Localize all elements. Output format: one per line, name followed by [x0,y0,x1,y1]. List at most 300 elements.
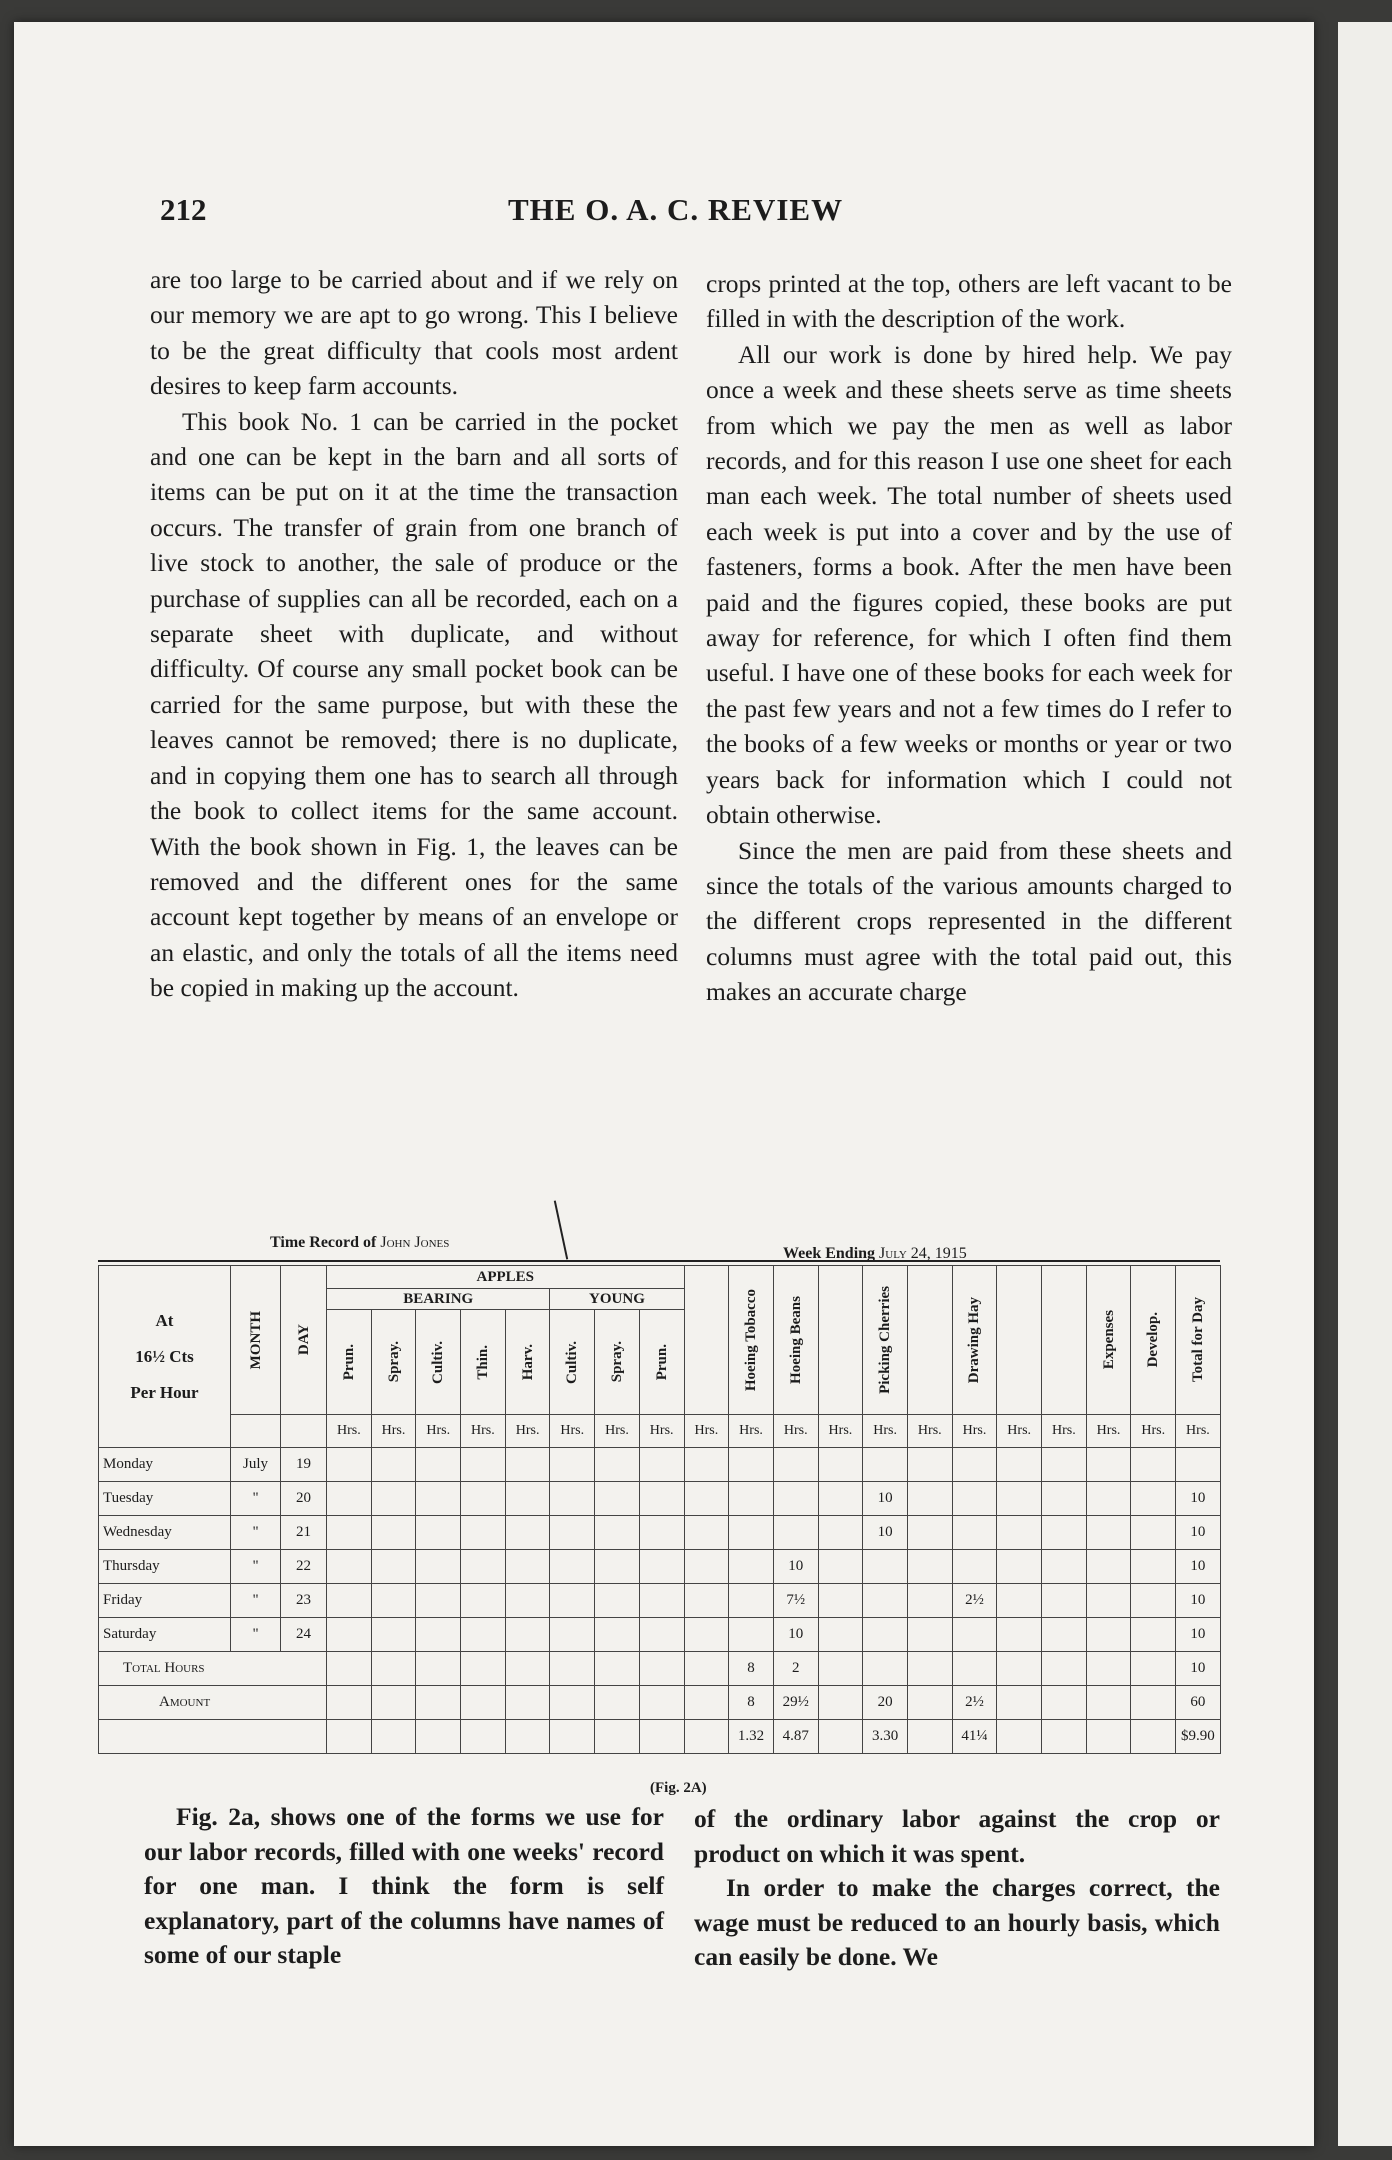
right-column [706,266,1232,1010]
column-label: Hoeing Beans [787,1296,804,1384]
amount-hours-cell [550,1686,595,1720]
hours-cell [416,1482,461,1516]
amount-value-cell [1086,1720,1131,1754]
hrs-unit: Hrs. [505,1415,550,1448]
hrs-unit: Hrs. [1131,1415,1176,1448]
total-cell [863,1652,908,1686]
hours-cell [729,1550,774,1584]
hours-cell: 10 [863,1516,908,1550]
hrs-unit: Hrs. [416,1415,461,1448]
hours-cell [371,1618,416,1652]
worker-name: John Jones [380,1234,450,1251]
rate-line: Per Hour [130,1382,199,1402]
hours-cell [952,1550,997,1584]
column-header [505,1310,550,1415]
hours-cell [997,1550,1042,1584]
column-header [729,1266,774,1415]
hours-cell [818,1516,863,1550]
hours-cell [684,1618,729,1652]
hrs-unit: Hrs. [1176,1415,1221,1448]
month-cell: July [231,1448,281,1482]
hours-cell [1176,1448,1221,1482]
month-cell: " [231,1618,281,1652]
table-row [99,1516,1221,1550]
total-cell [1042,1652,1087,1686]
hours-cell [818,1550,863,1584]
amount-value-cell [639,1720,684,1754]
hours-cell [684,1584,729,1618]
day-cell: 23 [281,1584,327,1618]
hours-cell: 10 [863,1482,908,1516]
hours-cell [595,1448,640,1482]
total-cell [907,1652,952,1686]
column-header [327,1310,372,1415]
hours-cell: 10 [1176,1584,1221,1618]
hours-cell [505,1584,550,1618]
column-header [1131,1266,1176,1415]
weekday: Monday [99,1448,231,1482]
paragraph: Fig. 2a, shows one of the forms we use for our labor records, filled with one weeks' record for one man. I think the form is self explanatory, part of the columns have names of some of our staple [144,1802,664,1969]
hours-cell [818,1482,863,1516]
hrs-unit: Hrs. [1042,1415,1087,1448]
hours-cell [639,1550,684,1584]
hours-cell: 10 [1176,1516,1221,1550]
hrs-unit: Hrs. [371,1415,416,1448]
amount-hours-cell [1086,1686,1131,1720]
total-cell [952,1652,997,1686]
hrs-unit: Hrs. [595,1415,640,1448]
hours-cell [1131,1550,1176,1584]
hours-cell [595,1550,640,1584]
journal-title: THE O. A. C. REVIEW [508,192,844,227]
hours-cell [863,1584,908,1618]
hrs-unit: Hrs. [1086,1415,1131,1448]
day-header [281,1266,327,1415]
column-label: Prun. [653,1343,670,1381]
hours-cell [684,1550,729,1584]
paragraph: All our work is done by hired help. We pay once a week and these sheets serve as time sheets from which we pay the men as well as labor records, and for this reason I use one sheet for each man each week. The total number of sheets used each week is put into a cover and by the use of fasteners, forms a book. After the men have been paid and the figures copied, these books are put away for reference, for which I often find them useful. I have one of these books for each week for the past few years and not a few times do I refer to the books of a few weeks or months or year or two years back for information which I could not obtain otherwise. [706,339,1232,830]
hours-cell [327,1584,372,1618]
amount-hours-cell: 8 [729,1686,774,1720]
column-label: Expenses [1100,1310,1117,1370]
hrs-unit: Hrs. [997,1415,1042,1448]
weekday: Tuesday [99,1482,231,1516]
hours-cell [505,1618,550,1652]
hours-cell: 10 [1176,1618,1221,1652]
hrs-unit: Hrs. [907,1415,952,1448]
hours-cell [327,1482,372,1516]
hours-cell [818,1448,863,1482]
paragraph: crops printed at the top, others are left vacant to be filled in with the description of the work. [706,269,1232,334]
amount-value-cell [416,1720,461,1754]
column-header [461,1310,506,1415]
hours-cell [327,1618,372,1652]
day-cell: 22 [281,1550,327,1584]
time-record-caption [270,1234,449,1252]
hours-cell [371,1550,416,1584]
hours-cell [639,1584,684,1618]
hours-cell [952,1448,997,1482]
amount-value-cell [550,1720,595,1754]
month-cell: " [231,1482,281,1516]
hours-cell [1042,1618,1087,1652]
hours-cell [729,1618,774,1652]
table-row [99,1550,1221,1584]
hours-cell [639,1618,684,1652]
hours-cell [505,1482,550,1516]
hours-cell [1042,1550,1087,1584]
total-hours-row [99,1652,1221,1686]
total-cell [684,1652,729,1686]
rate-line: 16½ Cts [135,1346,194,1366]
total-cell [1131,1652,1176,1686]
total-cell [371,1652,416,1686]
paragraph: Since the men are paid from these sheets and since the totals of the various amounts charged to the different crops represented in the different columns must agree with the total paid out, this makes an accurate charge [706,835,1232,1007]
hours-cell [461,1618,506,1652]
time-record-table [98,1260,1220,1754]
amount-value-cell [818,1720,863,1754]
amount-hours-cell [997,1686,1042,1720]
total-cell: 10 [1176,1652,1221,1686]
table-rule [98,1260,1220,1262]
total-cell: 8 [729,1652,774,1686]
hours-cell [327,1550,372,1584]
hours-cell [997,1618,1042,1652]
column-label: Picking Cherries [877,1286,894,1394]
weekday: Friday [99,1584,231,1618]
bearing-header: BEARING [327,1289,550,1310]
hrs-unit: Hrs. [327,1415,372,1448]
hours-cell [1042,1584,1087,1618]
hours-cell [1086,1482,1131,1516]
amount-hours-cell [416,1686,461,1720]
hours-cell [371,1584,416,1618]
next-page-edge [1338,22,1392,2146]
hrs-unit: Hrs. [639,1415,684,1448]
hours-cell [550,1584,595,1618]
column-header [773,1266,818,1415]
hours-cell: 10 [1176,1482,1221,1516]
hours-cell [1042,1448,1087,1482]
hours-cell: 10 [773,1550,818,1584]
column-label: Drawing Hay [966,1296,983,1384]
hours-cell [595,1618,640,1652]
hours-cell [1131,1482,1176,1516]
column-header [863,1266,908,1415]
hours-cell [1086,1448,1131,1482]
column-header [997,1266,1042,1415]
hours-cell [505,1550,550,1584]
hours-cell [461,1448,506,1482]
hours-cell [907,1584,952,1618]
amount-hours-cell [327,1686,372,1720]
hours-cell [997,1448,1042,1482]
hours-cell [729,1516,774,1550]
page-number: 212 [160,192,207,227]
total-cell [461,1652,506,1686]
amount-value-cell [1042,1720,1087,1754]
young-header: YOUNG [550,1289,684,1310]
table-row [99,1618,1221,1652]
blank-cell [231,1415,281,1448]
column-label: Total for Day [1189,1297,1206,1383]
column-label: Develop. [1145,1312,1162,1368]
weekday: Saturday [99,1618,231,1652]
amount-hours-cell [595,1686,640,1720]
hours-cell [773,1482,818,1516]
hours-cell [952,1482,997,1516]
hours-cell [684,1516,729,1550]
hours-cell [863,1448,908,1482]
hours-cell [505,1448,550,1482]
amount-hours-cell [371,1686,416,1720]
hours-cell: 10 [773,1618,818,1652]
hours-cell [818,1618,863,1652]
table-row [99,1448,1221,1482]
column-label: Hoeing Tobacco [743,1288,760,1392]
total-cell [997,1652,1042,1686]
column-header [595,1310,640,1415]
hours-cell [863,1618,908,1652]
amount-hours-cell [907,1686,952,1720]
hours-cell [907,1482,952,1516]
hours-cell [907,1448,952,1482]
column-header [684,1266,729,1415]
amount-value-cell: $9.90 [1176,1720,1221,1754]
hours-cell [1086,1516,1131,1550]
hours-cell [371,1516,416,1550]
hours-cell [416,1448,461,1482]
paragraph: In order to make the charges correct, the wage must be reduced to an hourly basis, which can easily be done. We [694,1873,1220,1971]
hours-cell [952,1618,997,1652]
hours-cell [461,1482,506,1516]
hours-cell [729,1482,774,1516]
hours-cell [416,1516,461,1550]
hours-cell [1086,1618,1131,1652]
column-label: Spray. [385,1341,402,1383]
rate-line: At [155,1310,174,1330]
hours-cell: 7½ [773,1584,818,1618]
hrs-unit: Hrs. [729,1415,774,1448]
column-label: Spray. [608,1341,625,1383]
left-column [150,262,678,1006]
amount-hours-cell: 60 [1176,1686,1221,1720]
hours-cell [1086,1584,1131,1618]
hours-cell [952,1516,997,1550]
hours-cell [818,1584,863,1618]
amount-label: Amount [99,1686,327,1720]
amount-hours-cell [461,1686,506,1720]
table-row [99,1482,1221,1516]
column-header [952,1266,997,1415]
page-header [160,192,1220,232]
amount-value-cell [684,1720,729,1754]
column-header [639,1310,684,1415]
amount-hours-cell: 29½ [773,1686,818,1720]
amount-value-cell: 41¼ [952,1720,997,1754]
hrs-unit: Hrs. [461,1415,506,1448]
hours-cell [461,1516,506,1550]
amount-hours-cell [684,1686,729,1720]
hours-cell [550,1516,595,1550]
hours-cell [416,1550,461,1584]
total-cell [1086,1652,1131,1686]
amount-hours-cell: 20 [863,1686,908,1720]
column-label: Cultiv. [430,1340,447,1384]
header-row-1 [99,1266,1221,1289]
hours-cell [907,1618,952,1652]
amount-hours-cell [818,1686,863,1720]
hours-cell [1042,1516,1087,1550]
amount-value-cell [371,1720,416,1754]
total-cell [327,1652,372,1686]
paragraph: This book No. 1 can be carried in the pocket and one can be kept in the barn and all sorts of items can be put on it at the time the transaction occurs. The transfer of grain from one branch of live stock to another, the sale of produce or the purchase of supplies can all be recorded, each on a separate sheet with duplicate, and without difficulty. Of course any small pocket book can be carried for the same purpose, but with these the leaves cannot be removed; there is no duplicate, and in copying them one has to search all through the book to collect items for the same account. With the book shown in Fig. 1, the leaves can be removed and the different ones for the same account kept together by means of an envelope or an elastic, and only the totals of all the items need be copied in making up the account. [150,406,678,1003]
hours-cell [550,1618,595,1652]
day-cell: 21 [281,1516,327,1550]
hours-cell [1042,1482,1087,1516]
hours-cell [639,1482,684,1516]
amount-value-cell [595,1720,640,1754]
amount-hours-cell: 2½ [952,1686,997,1720]
caption-prefix: Time Record of [270,1234,377,1251]
column-header [1042,1266,1087,1415]
hours-cell [997,1516,1042,1550]
column-header [818,1266,863,1415]
labor-record-grid [98,1265,1221,1754]
total-cell [595,1652,640,1686]
amount-value-cell [1131,1720,1176,1754]
hours-cell [505,1516,550,1550]
total-cell [550,1652,595,1686]
total-cell [639,1652,684,1686]
hours-cell [639,1516,684,1550]
hrs-unit: Hrs. [818,1415,863,1448]
hours-cell [729,1584,774,1618]
column-header [550,1310,595,1415]
column-header [1176,1266,1221,1415]
weekday: Wednesday [99,1516,231,1550]
hours-cell [907,1550,952,1584]
hrs-unit: Hrs. [684,1415,729,1448]
amount-hours-cell [505,1686,550,1720]
hours-cell [773,1516,818,1550]
amount-value-cell [997,1720,1042,1754]
month-cell: " [231,1584,281,1618]
hours-cell [729,1448,774,1482]
column-header [1086,1266,1131,1415]
column-label: Cultiv. [564,1340,581,1384]
hours-cell [773,1448,818,1482]
hours-cell [684,1448,729,1482]
table-row [99,1584,1221,1618]
hours-cell [371,1448,416,1482]
day-cell: 24 [281,1618,327,1652]
hours-cell [327,1448,372,1482]
column-label: Prun. [340,1343,357,1381]
rate-cell [99,1266,231,1448]
paragraph: of the ordinary labor against the crop or product on which it was spent. [694,1804,1220,1868]
hrs-unit: Hrs. [550,1415,595,1448]
total-cell [416,1652,461,1686]
hrs-unit: Hrs. [773,1415,818,1448]
hours-cell [1086,1550,1131,1584]
hours-cell [1131,1448,1176,1482]
hours-cell [863,1550,908,1584]
bottom-right-column [694,1802,1220,1975]
column-header [416,1310,461,1415]
amount-value-cell: 4.87 [773,1720,818,1754]
hours-cell [997,1584,1042,1618]
month-label: MONTH [247,1310,264,1370]
hours-cell [907,1516,952,1550]
column-header [371,1310,416,1415]
week-date: July 24, 1915 [879,1245,967,1262]
apples-header: APPLES [327,1266,685,1289]
hours-cell [550,1482,595,1516]
hrs-unit: Hrs. [952,1415,997,1448]
amount-value-cell: 3.30 [863,1720,908,1754]
amount-value-cell [461,1720,506,1754]
hours-cell [1131,1584,1176,1618]
column-label: Thin. [474,1344,491,1380]
month-cell: " [231,1550,281,1584]
total-hours-label: Total Hours [99,1652,327,1686]
amount-hours-row [99,1686,1221,1720]
total-cell [505,1652,550,1686]
amount-values-row [99,1720,1221,1754]
blank-cell [99,1720,327,1754]
caption-prefix: Week Ending [783,1245,876,1262]
hours-cell [1131,1618,1176,1652]
month-header [231,1266,281,1415]
hours-cell [416,1618,461,1652]
hours-cell [997,1482,1042,1516]
amount-hours-cell [1042,1686,1087,1720]
hrs-row [99,1415,1221,1448]
total-cell: 2 [773,1652,818,1686]
hrs-unit: Hrs. [863,1415,908,1448]
hours-cell [639,1448,684,1482]
hours-cell [327,1516,372,1550]
hours-cell [684,1482,729,1516]
column-header [907,1266,952,1415]
day-cell: 19 [281,1448,327,1482]
hours-cell [416,1584,461,1618]
hours-cell [595,1516,640,1550]
weekday: Thursday [99,1550,231,1584]
hours-cell [461,1584,506,1618]
figure-label: (Fig. 2A) [650,1780,707,1796]
hours-cell [461,1550,506,1584]
amount-hours-cell [639,1686,684,1720]
amount-value-cell [907,1720,952,1754]
day-label: DAY [295,1324,312,1356]
total-cell [818,1652,863,1686]
day-cell: 20 [281,1482,327,1516]
hours-cell [1131,1516,1176,1550]
bottom-left-column [144,1800,664,1973]
amount-hours-cell [1131,1686,1176,1720]
blank-cell [281,1415,327,1448]
hours-cell [595,1584,640,1618]
hours-cell: 2½ [952,1584,997,1618]
hours-cell [550,1448,595,1482]
hours-cell [595,1482,640,1516]
amount-value-cell: 1.32 [729,1720,774,1754]
amount-value-cell [505,1720,550,1754]
column-label: Harv. [519,1343,536,1381]
paragraph: are too large to be carried about and if we rely on our memory we are apt to go wrong. This I believe to be the great difficulty that cools most ardent desires to keep farm accounts. [150,265,678,401]
